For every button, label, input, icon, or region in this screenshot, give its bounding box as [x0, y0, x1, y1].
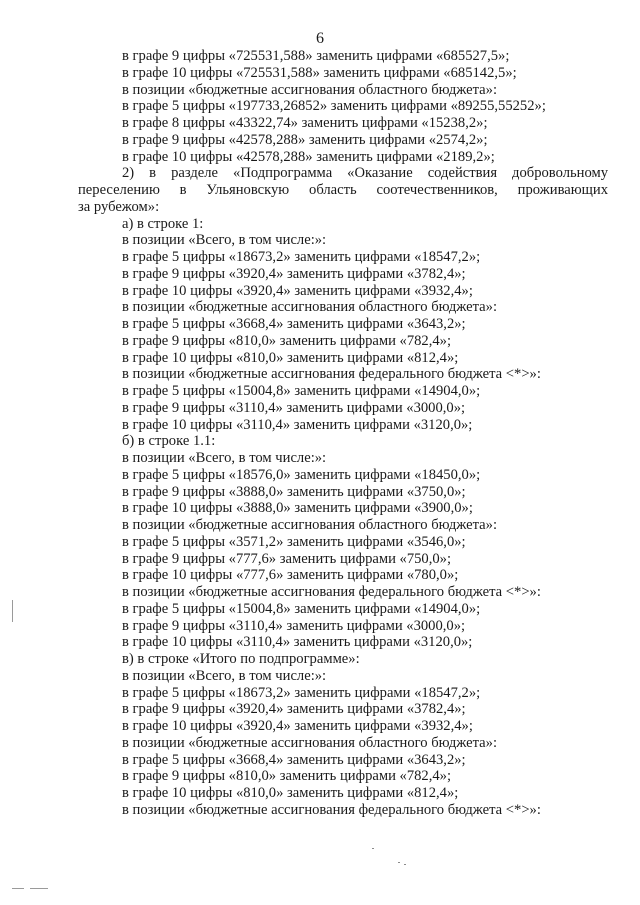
text-line: в графе 10 цифры «810,0» заменить цифрами «812,4»; — [122, 349, 459, 366]
text-line: в графе 9 цифры «42578,288» заменить цифрами «2574,2»; — [122, 131, 488, 148]
text-line: в графе 10 цифры «3888,0» заменить цифрами «3900,0»; — [122, 500, 473, 517]
subitem-heading: а) в строке 1: — [122, 215, 204, 232]
scan-speck — [372, 848, 374, 849]
scan-speck — [404, 864, 406, 865]
text-line: в позиции «Всего, в том числе:»: — [122, 450, 327, 466]
scan-margin-mark — [12, 600, 13, 622]
text-line: в графе 8 цифры «43322,74» заменить цифрами «15238,2»; — [122, 115, 488, 131]
page-number: 6 — [316, 30, 324, 47]
section-paragraph-line: переселению в Ульяновскую область соотечественников, проживающих — [78, 182, 608, 198]
text-line: в позиции «Всего, в том числе:»: — [122, 667, 327, 684]
text-line: в позиции «бюджетные ассигнования федерального бюджета <*>»: — [122, 801, 541, 818]
text-line: в графе 5 цифры «18673,2» заменить цифрами «18547,2»; — [122, 249, 481, 265]
text-line: в графе 9 цифры «3888,0» заменить цифрами «3750,0»; — [122, 483, 466, 500]
text-line: в графе 9 цифры «3920,4» заменить цифрами «3782,4»; — [122, 701, 466, 718]
text-line: в графе 9 цифры «810,0» заменить цифрами «782,4»; — [122, 332, 452, 349]
text-line: в графе 10 цифры «3920,4» заменить цифрами «3932,4»; — [122, 282, 473, 299]
text-line: в графе 9 цифры «725531,588» заменить цифрами «685527,5»; — [122, 48, 510, 64]
text-line: в позиции «Всего, в том числе:»: — [122, 232, 327, 249]
text-line: в графе 10 цифры «3110,4» заменить цифрами «3120,0»; — [122, 634, 473, 651]
scan-speck — [398, 862, 400, 863]
subitem-heading: б) в строке 1.1: — [122, 433, 216, 450]
text-line: в графе 5 цифры «197733,26852» заменить цифрами «89255,55252»; — [122, 98, 546, 115]
text-line: в графе 5 цифры «15004,8» заменить цифрами «14904,0»; — [122, 383, 481, 399]
subitem-heading: в) в строке «Итого по подпрограмме»: — [122, 651, 360, 667]
text-line: в позиции «бюджетные ассигнования областного бюджета»: — [122, 517, 497, 533]
text-line: в позиции «бюджетные ассигнования федерального бюджета <*>»: — [122, 366, 541, 383]
text-line: в графе 5 цифры «3668,4» заменить цифрами «3643,2»; — [122, 751, 466, 768]
text-line: в позиции «бюджетные ассигнования областного бюджета»: — [122, 734, 497, 751]
text-line: в графе 5 цифры «3668,4» заменить цифрами «3643,2»; — [122, 316, 466, 332]
text-line: в графе 10 цифры «810,0» заменить цифрами «812,4»; — [122, 785, 459, 801]
text-line: в графе 9 цифры «777,6» заменить цифрами «750,0»; — [122, 550, 452, 567]
text-line: в позиции «бюджетные ассигнования областного бюджета»: — [122, 81, 497, 98]
text-line: в графе 9 цифры «3920,4» заменить цифрами «3782,4»; — [122, 265, 466, 282]
text-line: в графе 9 цифры «810,0» заменить цифрами «782,4»; — [122, 768, 452, 785]
text-line: в графе 9 цифры «3110,4» заменить цифрами «3000,0»; — [122, 399, 466, 416]
text-line: в графе 10 цифры «725531,588» заменить цифрами «685142,5»; — [122, 64, 517, 81]
text-line: в графе 5 цифры «18576,0» заменить цифрами «18450,0»; — [122, 466, 481, 483]
scan-margin-mark — [12, 888, 24, 889]
section-paragraph-line: за рубежом»: — [78, 198, 160, 215]
section-paragraph-line: 2) в разделе «Подпрограмма «Оказание содействия добровольному — [122, 165, 608, 182]
text-line: в позиции «бюджетные ассигнования областного бюджета»: — [122, 299, 497, 316]
document-body — [78, 48, 608, 819]
text-line: в графе 5 цифры «18673,2» заменить цифрами «18547,2»; — [122, 684, 481, 701]
text-line: в графе 10 цифры «42578,288» заменить цифрами «2189,2»; — [122, 148, 495, 165]
text-line: в позиции «бюджетные ассигнования федерального бюджета <*>»: — [122, 584, 541, 600]
text-line: в графе 9 цифры «3110,4» заменить цифрами «3000,0»; — [122, 617, 466, 634]
text-line: в графе 5 цифры «15004,8» заменить цифрами «14904,0»; — [122, 600, 481, 617]
scan-margin-mark — [30, 888, 48, 889]
text-line: в графе 10 цифры «3920,4» заменить цифрами «3932,4»; — [122, 718, 473, 734]
text-line: в графе 10 цифры «777,6» заменить цифрами «780,0»; — [122, 567, 459, 584]
text-line: в графе 5 цифры «3571,2» заменить цифрами «3546,0»; — [122, 533, 466, 550]
text-line: в графе 10 цифры «3110,4» заменить цифрами «3120,0»; — [122, 416, 473, 433]
